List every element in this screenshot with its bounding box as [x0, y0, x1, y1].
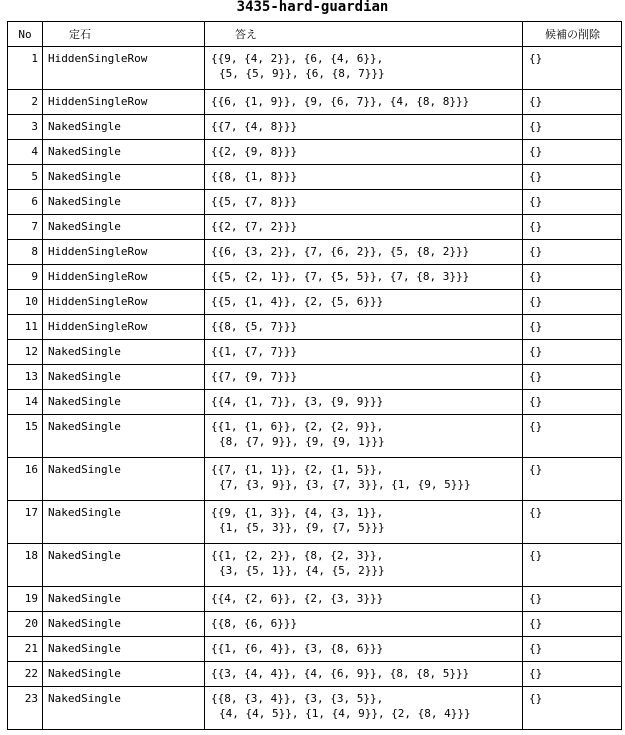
table-row	[8, 662, 622, 687]
row-number: 1	[8, 47, 43, 90]
row-number: 15	[8, 415, 43, 458]
row-number: 17	[8, 501, 43, 544]
row-deletion: {}	[523, 215, 622, 240]
table-row	[8, 340, 622, 365]
answer-line: {{9, {1, 3}}, {4, {3, 1}},	[211, 506, 384, 519]
table-row	[8, 612, 622, 637]
table-row	[8, 415, 622, 458]
row-deletion: {}	[523, 190, 622, 215]
answer-line: {7, {3, 9}}, {3, {7, 3}}, {1, {9, 5}}}	[219, 478, 471, 491]
table-row	[8, 687, 622, 730]
answer-line: {{2, {7, 2}}}	[211, 220, 298, 233]
table-row	[8, 140, 622, 165]
row-number: 6	[8, 190, 43, 215]
row-joseki: HiddenSingleRow	[43, 90, 205, 115]
row-answer	[205, 265, 523, 290]
row-deletion: {}	[523, 340, 622, 365]
table-row	[8, 637, 622, 662]
answer-line: {{6, {1, 9}}, {9, {6, 7}}, {4, {8, 8}}}	[211, 95, 470, 108]
row-answer	[205, 501, 523, 544]
row-answer	[205, 215, 523, 240]
row-answer	[205, 340, 523, 365]
header-answer: 答え	[205, 22, 523, 47]
row-deletion: {}	[523, 458, 622, 501]
row-answer	[205, 315, 523, 340]
row-joseki: HiddenSingleRow	[43, 240, 205, 265]
row-answer	[205, 415, 523, 458]
row-joseki: NakedSingle	[43, 365, 205, 390]
row-joseki: NakedSingle	[43, 140, 205, 165]
row-number: 3	[8, 115, 43, 140]
row-joseki: NakedSingle	[43, 190, 205, 215]
row-joseki: HiddenSingleRow	[43, 265, 205, 290]
answer-line: {{5, {7, 8}}}	[211, 195, 298, 208]
answer-line: {{8, {6, 6}}}	[211, 617, 298, 630]
table-row	[8, 240, 622, 265]
row-number: 4	[8, 140, 43, 165]
row-joseki: NakedSingle	[43, 115, 205, 140]
header-no: No	[8, 22, 43, 47]
row-number: 7	[8, 215, 43, 240]
row-deletion: {}	[523, 544, 622, 587]
answer-line: {3, {5, 1}}, {4, {5, 2}}}	[219, 564, 385, 577]
row-joseki: NakedSingle	[43, 662, 205, 687]
table-row	[8, 365, 622, 390]
row-deletion: {}	[523, 290, 622, 315]
solution-table	[7, 21, 622, 730]
row-deletion: {}	[523, 390, 622, 415]
row-number: 11	[8, 315, 43, 340]
table-row	[8, 115, 622, 140]
row-joseki: NakedSingle	[43, 587, 205, 612]
row-answer	[205, 115, 523, 140]
table-row	[8, 544, 622, 587]
row-deletion: {}	[523, 240, 622, 265]
table-row	[8, 215, 622, 240]
answer-line: {{8, {3, 4}}, {3, {3, 5}},	[211, 692, 384, 705]
row-number: 12	[8, 340, 43, 365]
row-joseki: NakedSingle	[43, 458, 205, 501]
row-number: 14	[8, 390, 43, 415]
page-title: 3435-hard-guardian	[236, 0, 389, 15]
row-deletion: {}	[523, 315, 622, 340]
table-row	[8, 190, 622, 215]
answer-line: {{9, {4, 2}}, {6, {4, 6}},	[211, 52, 384, 65]
answer-line: {{1, {7, 7}}}	[211, 345, 298, 358]
header-deletion: 候補の削除	[523, 22, 622, 47]
table-row	[8, 265, 622, 290]
row-joseki: NakedSingle	[43, 215, 205, 240]
row-answer	[205, 365, 523, 390]
answer-line: {4, {4, 5}}, {1, {4, 9}}, {2, {8, 4}}}	[219, 707, 471, 720]
row-number: 21	[8, 637, 43, 662]
row-answer	[205, 637, 523, 662]
answer-line: {{2, {9, 8}}}	[211, 145, 298, 158]
table-row	[8, 390, 622, 415]
answer-line: {{6, {3, 2}}, {7, {6, 2}}, {5, {8, 2}}}	[211, 245, 470, 258]
answer-line: {1, {5, 3}}, {9, {7, 5}}}	[219, 521, 385, 534]
row-answer	[205, 390, 523, 415]
row-number: 16	[8, 458, 43, 501]
table-row	[8, 90, 622, 115]
row-answer	[205, 662, 523, 687]
row-number: 19	[8, 587, 43, 612]
row-joseki: NakedSingle	[43, 544, 205, 587]
row-joseki: NakedSingle	[43, 390, 205, 415]
row-joseki: HiddenSingleRow	[43, 315, 205, 340]
row-answer	[205, 165, 523, 190]
answer-line: {{1, {1, 6}}, {2, {2, 9}},	[211, 420, 384, 433]
row-joseki: NakedSingle	[43, 637, 205, 662]
row-deletion: {}	[523, 612, 622, 637]
header-row	[8, 22, 622, 47]
row-number: 9	[8, 265, 43, 290]
answer-line: {{1, {2, 2}}, {8, {2, 3}},	[211, 549, 384, 562]
answer-line: {{7, {1, 1}}, {2, {1, 5}},	[211, 463, 384, 476]
row-number: 18	[8, 544, 43, 587]
answer-line: {5, {5, 9}}, {6, {8, 7}}}	[219, 67, 385, 80]
row-deletion: {}	[523, 501, 622, 544]
header-joseki: 定石	[43, 22, 205, 47]
table-row	[8, 458, 622, 501]
row-answer	[205, 687, 523, 730]
row-number: 10	[8, 290, 43, 315]
row-answer	[205, 587, 523, 612]
row-joseki: NakedSingle	[43, 687, 205, 730]
row-number: 13	[8, 365, 43, 390]
row-answer	[205, 90, 523, 115]
table-row	[8, 587, 622, 612]
row-answer	[205, 240, 523, 265]
row-answer	[205, 290, 523, 315]
table-row	[8, 165, 622, 190]
row-answer	[205, 190, 523, 215]
row-deletion: {}	[523, 687, 622, 730]
row-deletion: {}	[523, 115, 622, 140]
row-number: 23	[8, 687, 43, 730]
table-row	[8, 290, 622, 315]
row-deletion: {}	[523, 265, 622, 290]
answer-line: {{3, {4, 4}}, {4, {6, 9}}, {8, {8, 5}}}	[211, 667, 470, 680]
row-answer	[205, 458, 523, 501]
answer-line: {{7, {9, 7}}}	[211, 370, 298, 383]
table-row	[8, 501, 622, 544]
row-deletion: {}	[523, 165, 622, 190]
answer-line: {8, {7, 9}}, {9, {9, 1}}}	[219, 435, 385, 448]
answer-line: {{5, {2, 1}}, {7, {5, 5}}, {7, {8, 3}}}	[211, 270, 470, 283]
row-number: 8	[8, 240, 43, 265]
row-deletion: {}	[523, 140, 622, 165]
row-joseki: NakedSingle	[43, 165, 205, 190]
answer-line: {{1, {6, 4}}, {3, {8, 6}}}	[211, 642, 384, 655]
row-joseki: HiddenSingleRow	[43, 290, 205, 315]
row-joseki: NakedSingle	[43, 612, 205, 637]
row-joseki: NakedSingle	[43, 501, 205, 544]
row-joseki: HiddenSingleRow	[43, 47, 205, 90]
row-number: 5	[8, 165, 43, 190]
answer-line: {{7, {4, 8}}}	[211, 120, 298, 133]
answer-line: {{4, {1, 7}}, {3, {9, 9}}}	[211, 395, 384, 408]
table-row	[8, 315, 622, 340]
answer-line: {{5, {1, 4}}, {2, {5, 6}}}	[211, 295, 384, 308]
row-deletion: {}	[523, 587, 622, 612]
row-deletion: {}	[523, 90, 622, 115]
answer-line: {{4, {2, 6}}, {2, {3, 3}}}	[211, 592, 384, 605]
row-deletion: {}	[523, 415, 622, 458]
answer-line: {{8, {1, 8}}}	[211, 170, 298, 183]
row-answer	[205, 544, 523, 587]
row-answer	[205, 47, 523, 90]
row-number: 20	[8, 612, 43, 637]
row-deletion: {}	[523, 637, 622, 662]
table-row	[8, 47, 622, 90]
row-joseki: NakedSingle	[43, 340, 205, 365]
row-joseki: NakedSingle	[43, 415, 205, 458]
row-deletion: {}	[523, 47, 622, 90]
row-number: 22	[8, 662, 43, 687]
row-number: 2	[8, 90, 43, 115]
row-answer	[205, 140, 523, 165]
answer-line: {{8, {5, 7}}}	[211, 320, 298, 333]
row-deletion: {}	[523, 365, 622, 390]
row-answer	[205, 612, 523, 637]
row-deletion: {}	[523, 662, 622, 687]
